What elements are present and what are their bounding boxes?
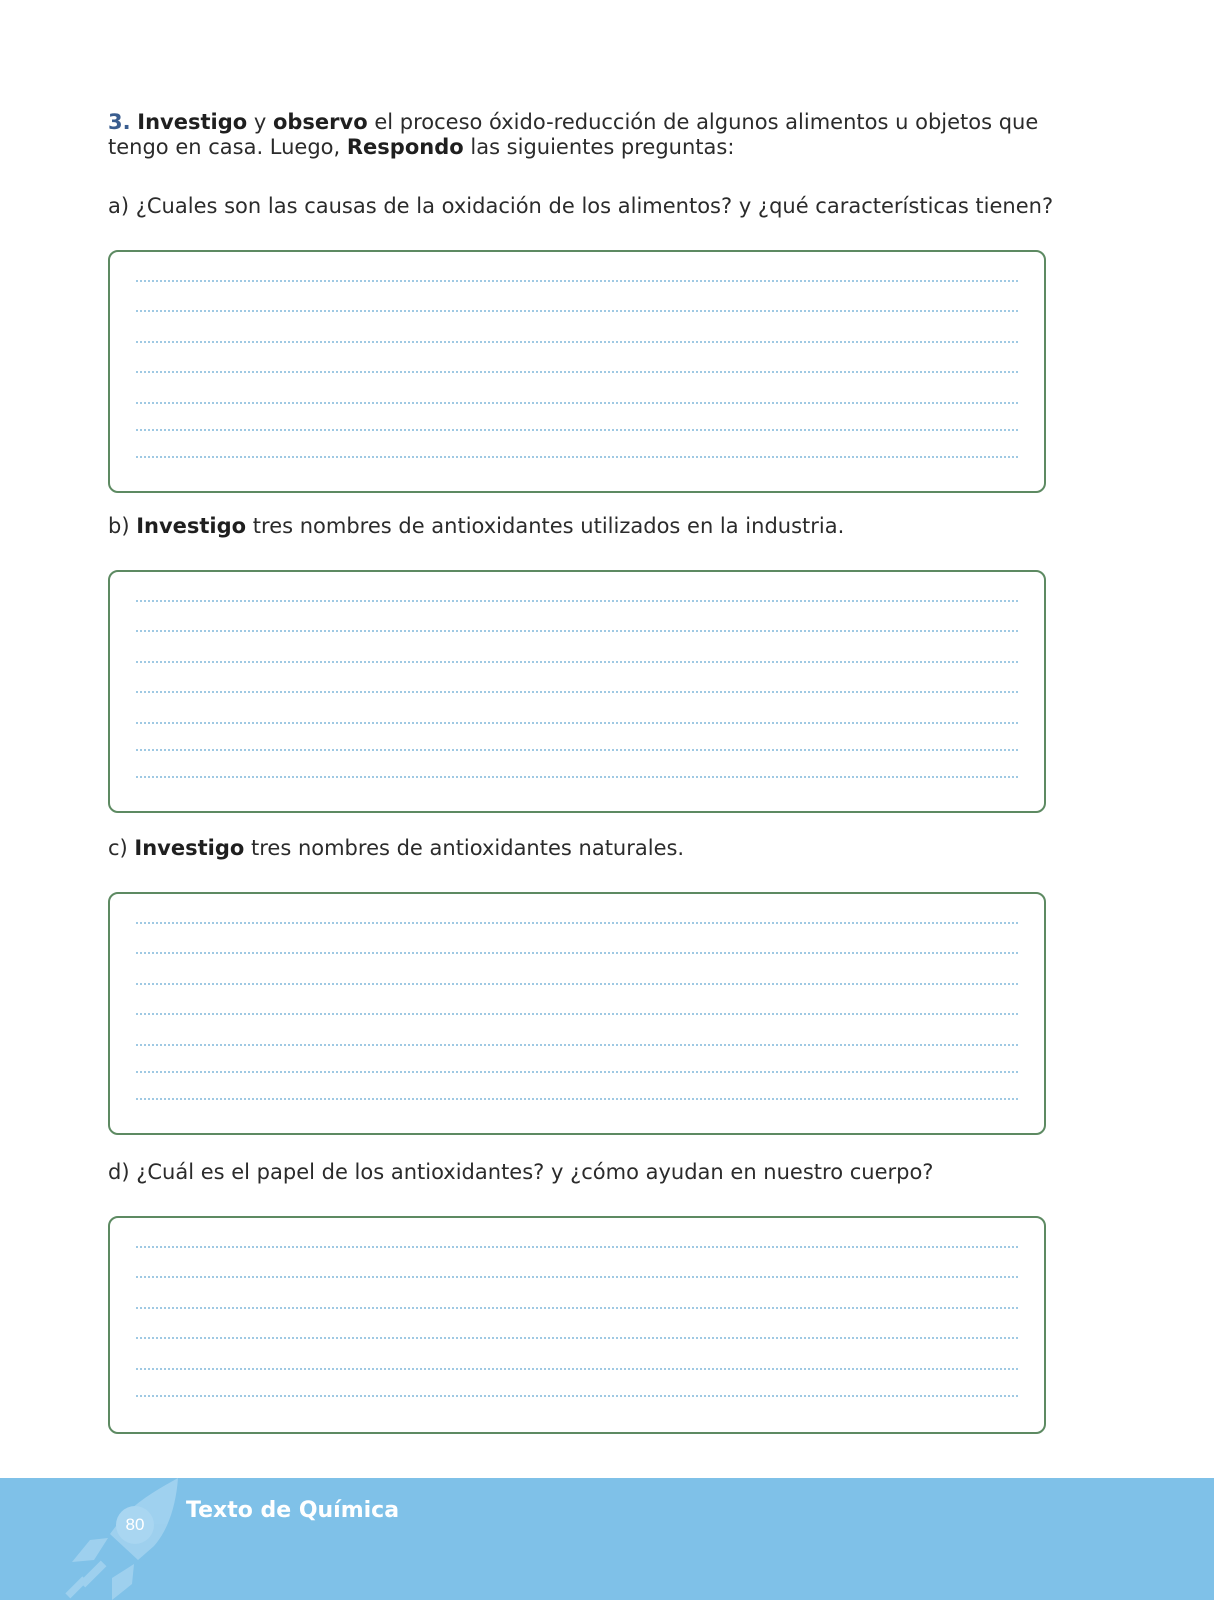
answer-box-b[interactable] — [108, 570, 1046, 813]
writing-line — [136, 341, 1018, 343]
writing-line — [136, 371, 1018, 373]
question-text: ¿Cuales son las causas de la oxidación de los alimentos? y ¿qué características tienen? — [135, 194, 1054, 218]
question-text: tres nombres de antioxidantes utilizados en la industria. — [246, 514, 845, 538]
writing-line — [136, 600, 1018, 602]
writing-line — [136, 1368, 1018, 1370]
question-bold: Investigo — [136, 514, 247, 538]
verb-respondo: Respondo — [346, 135, 464, 159]
answer-box-d[interactable] — [108, 1216, 1046, 1434]
book-title: Texto de Química — [186, 1498, 400, 1523]
writing-line — [136, 1098, 1018, 1100]
writing-line — [136, 1013, 1018, 1015]
verb-investigo: Investigo — [137, 110, 248, 134]
verb-observo: observo — [272, 110, 368, 134]
writing-line — [136, 429, 1018, 431]
writing-line — [136, 691, 1018, 693]
writing-line — [136, 630, 1018, 632]
writing-line — [136, 1071, 1018, 1073]
writing-line — [136, 661, 1018, 663]
writing-line — [136, 310, 1018, 312]
question-d — [108, 1159, 933, 1185]
writing-line — [136, 1276, 1018, 1278]
question-b — [108, 513, 844, 539]
writing-line — [136, 1307, 1018, 1309]
question-bold: Investigo — [134, 836, 245, 860]
writing-line — [136, 922, 1018, 924]
question-label: c) — [108, 836, 135, 860]
writing-line — [136, 1337, 1018, 1339]
question-a — [108, 193, 1053, 219]
instruction-text-end: las siguientes preguntas: — [463, 135, 735, 159]
activity-instructions — [108, 110, 1068, 160]
writing-line — [136, 280, 1018, 282]
question-text: tres nombres de antioxidantes naturales. — [244, 836, 685, 860]
question-label: d) — [108, 1160, 137, 1184]
writing-line — [136, 402, 1018, 404]
writing-line — [136, 749, 1018, 751]
instruction-text: el proceso óxido-reducción de algunos alimentos u objetos que tengo en casa. Luego, — [108, 110, 1039, 159]
answer-box-c[interactable] — [108, 892, 1046, 1135]
writing-line — [136, 776, 1018, 778]
writing-line — [136, 1246, 1018, 1248]
writing-line — [136, 952, 1018, 954]
question-label: a) — [108, 194, 136, 218]
writing-line — [136, 456, 1018, 458]
answer-box-a[interactable] — [108, 250, 1046, 493]
question-label: b) — [108, 514, 137, 538]
writing-line — [136, 722, 1018, 724]
writing-line — [136, 983, 1018, 985]
question-text: ¿Cuál es el papel de los antioxidantes? y ¿cómo ayudan en nuestro cuerpo? — [136, 1160, 934, 1184]
page-number: 80 — [116, 1506, 154, 1544]
question-c — [108, 835, 684, 861]
page-footer — [0, 1478, 1214, 1600]
activity-number: 3. — [108, 110, 131, 134]
writing-line — [136, 1044, 1018, 1046]
connector: y — [247, 110, 273, 134]
writing-line — [136, 1395, 1018, 1397]
